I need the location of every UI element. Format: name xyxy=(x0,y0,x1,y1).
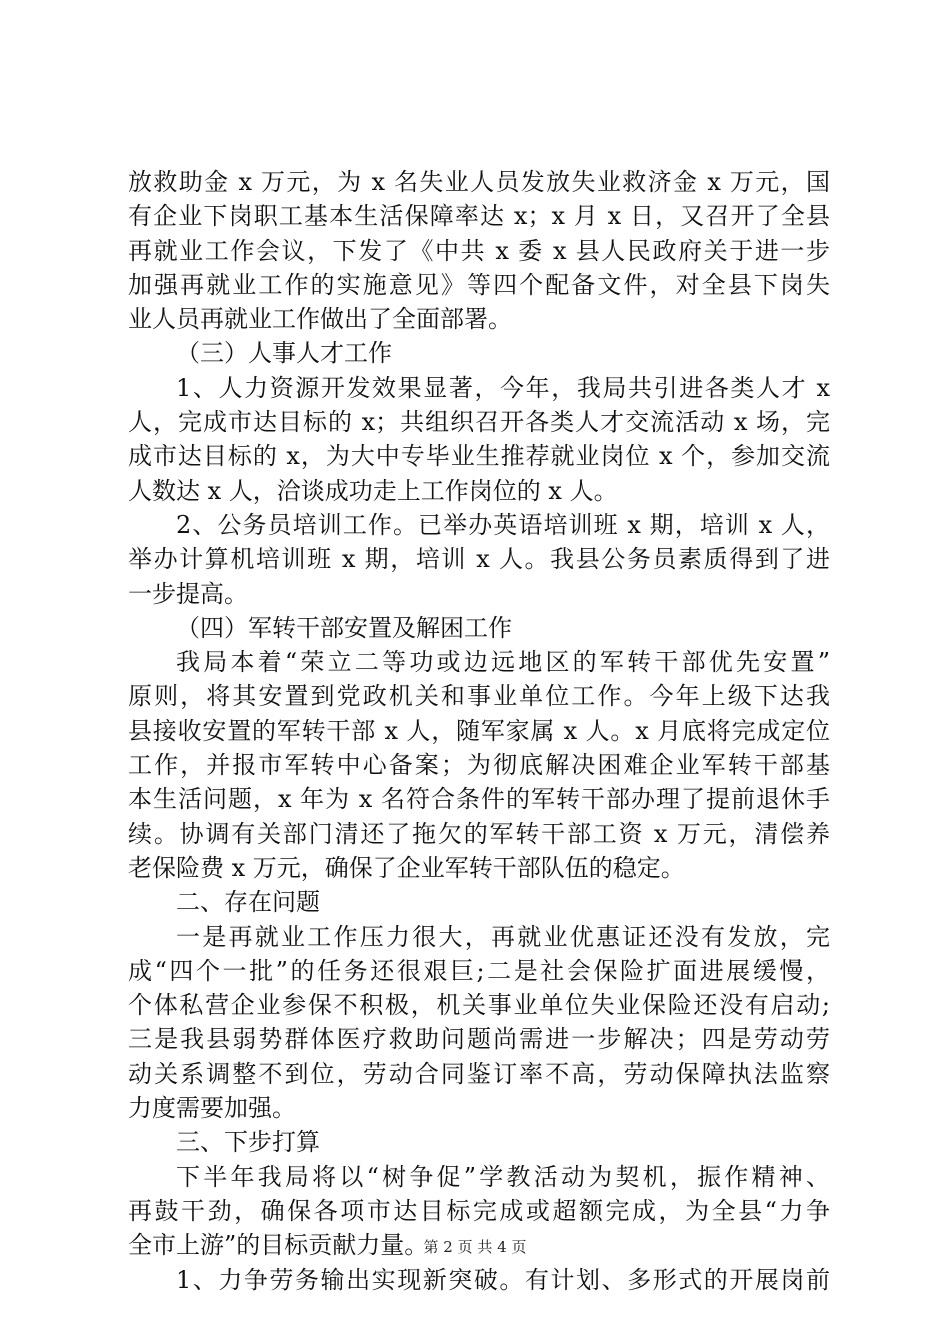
text-line: 动关系调整不到位，劳动合同鉴订率不高，劳动保障执法监察 xyxy=(128,1059,830,1088)
text-line: （三）人事人才工作 xyxy=(176,339,392,368)
text-line: 工作，并报市军转中心备案；为彻底解决困难企业军转干部基 xyxy=(128,751,830,780)
text-line: 三、下步打算 xyxy=(176,1128,320,1157)
text-line: 有企业下岗职工基本生活保障率达 x；x 月 x 日，又召开了全县 xyxy=(128,202,830,231)
text-line: 力度需要加强。 xyxy=(128,1094,296,1123)
text-line: 再鼓干劲，确保各项市达目标完成或超额完成，为全县“力争 xyxy=(128,1196,830,1225)
text-line: 原则，将其安置到党政机关和事业单位工作。今年上级下达我 xyxy=(128,682,830,711)
text-line: 再就业工作会议，下发了《中共 x 委 x 县人民政府关于进一步 xyxy=(128,236,830,265)
text-line: 二、存在问题 xyxy=(176,888,320,917)
text-line: 2、公务员培训工作。已举办英语培训班 x 期，培训 x 人， xyxy=(176,510,830,539)
text-line: 续。协调有关部门清还了拖欠的军转干部工资 x 万元，清偿养 xyxy=(128,819,830,848)
text-line: 下半年我局将以“树争促”学教活动为契机，振作精神、 xyxy=(176,1162,830,1191)
text-line: 举办计算机培训班 x 期，培训 x 人。我县公务员素质得到了进 xyxy=(128,545,830,574)
text-line: 老保险费 x 万元，确保了企业军转干部队伍的稳定。 xyxy=(128,853,685,882)
text-line: 1、力争劳务输出实现新突破。有计划、多形式的开展岗前 xyxy=(176,1265,830,1294)
text-line: 业人员再就业工作做出了全面部署。 xyxy=(128,305,512,334)
text-line: 本生活问题，x 年为 x 名符合条件的军转干部办理了提前退休手 xyxy=(128,785,830,814)
text-line: 县接收安置的军转干部 x 人，随军家属 x 人。x 月底将完成定位 xyxy=(128,716,830,745)
text-line: 成市达目标的 x，为大中专毕业生推荐就业岗位 x 个，参加交流 xyxy=(128,442,830,471)
text-line: 人数达 x 人，洽谈成功走上工作岗位的 x 人。 xyxy=(128,476,618,505)
text-line: 成“四个一批”的任务还很艰巨;二是社会保险扩面进展缓慢， xyxy=(128,956,830,985)
text-line: 放救助金 x 万元，为 x 名失业人员发放失业救济金 x 万元，国 xyxy=(128,168,830,196)
page-footer: 第 2 页 共 4 页 xyxy=(423,1238,527,1256)
text-line: 1、人力资源开发效果显著，今年，我局共引进各类人才 x xyxy=(176,373,830,402)
text-line: 人，完成市达目标的 x；共组织召开各类人才交流活动 x 场，完 xyxy=(128,408,830,437)
text-line: 一步提高。 xyxy=(128,579,248,608)
document-body xyxy=(128,165,830,1297)
text-line: 三是我县弱势群体医疗救助问题尚需进一步解决；四是劳动劳 xyxy=(128,1025,830,1054)
text-line: 全市上游”的目标贡献力量。 xyxy=(128,1231,429,1260)
text-line: 我局本着“荣立二等功或边远地区的军转干部优先安置” xyxy=(176,648,830,677)
text-line: 个体私营企业参保不积极，机关事业单位失业保险还没有启动; xyxy=(128,991,830,1020)
text-line: 加强再就业工作的实施意见》等四个配备文件，对全县下岗失 xyxy=(128,270,830,299)
text-line: 一是再就业工作压力很大，再就业优惠证还没有发放，完 xyxy=(176,922,830,951)
text-line: （四）军转干部安置及解困工作 xyxy=(176,613,512,642)
